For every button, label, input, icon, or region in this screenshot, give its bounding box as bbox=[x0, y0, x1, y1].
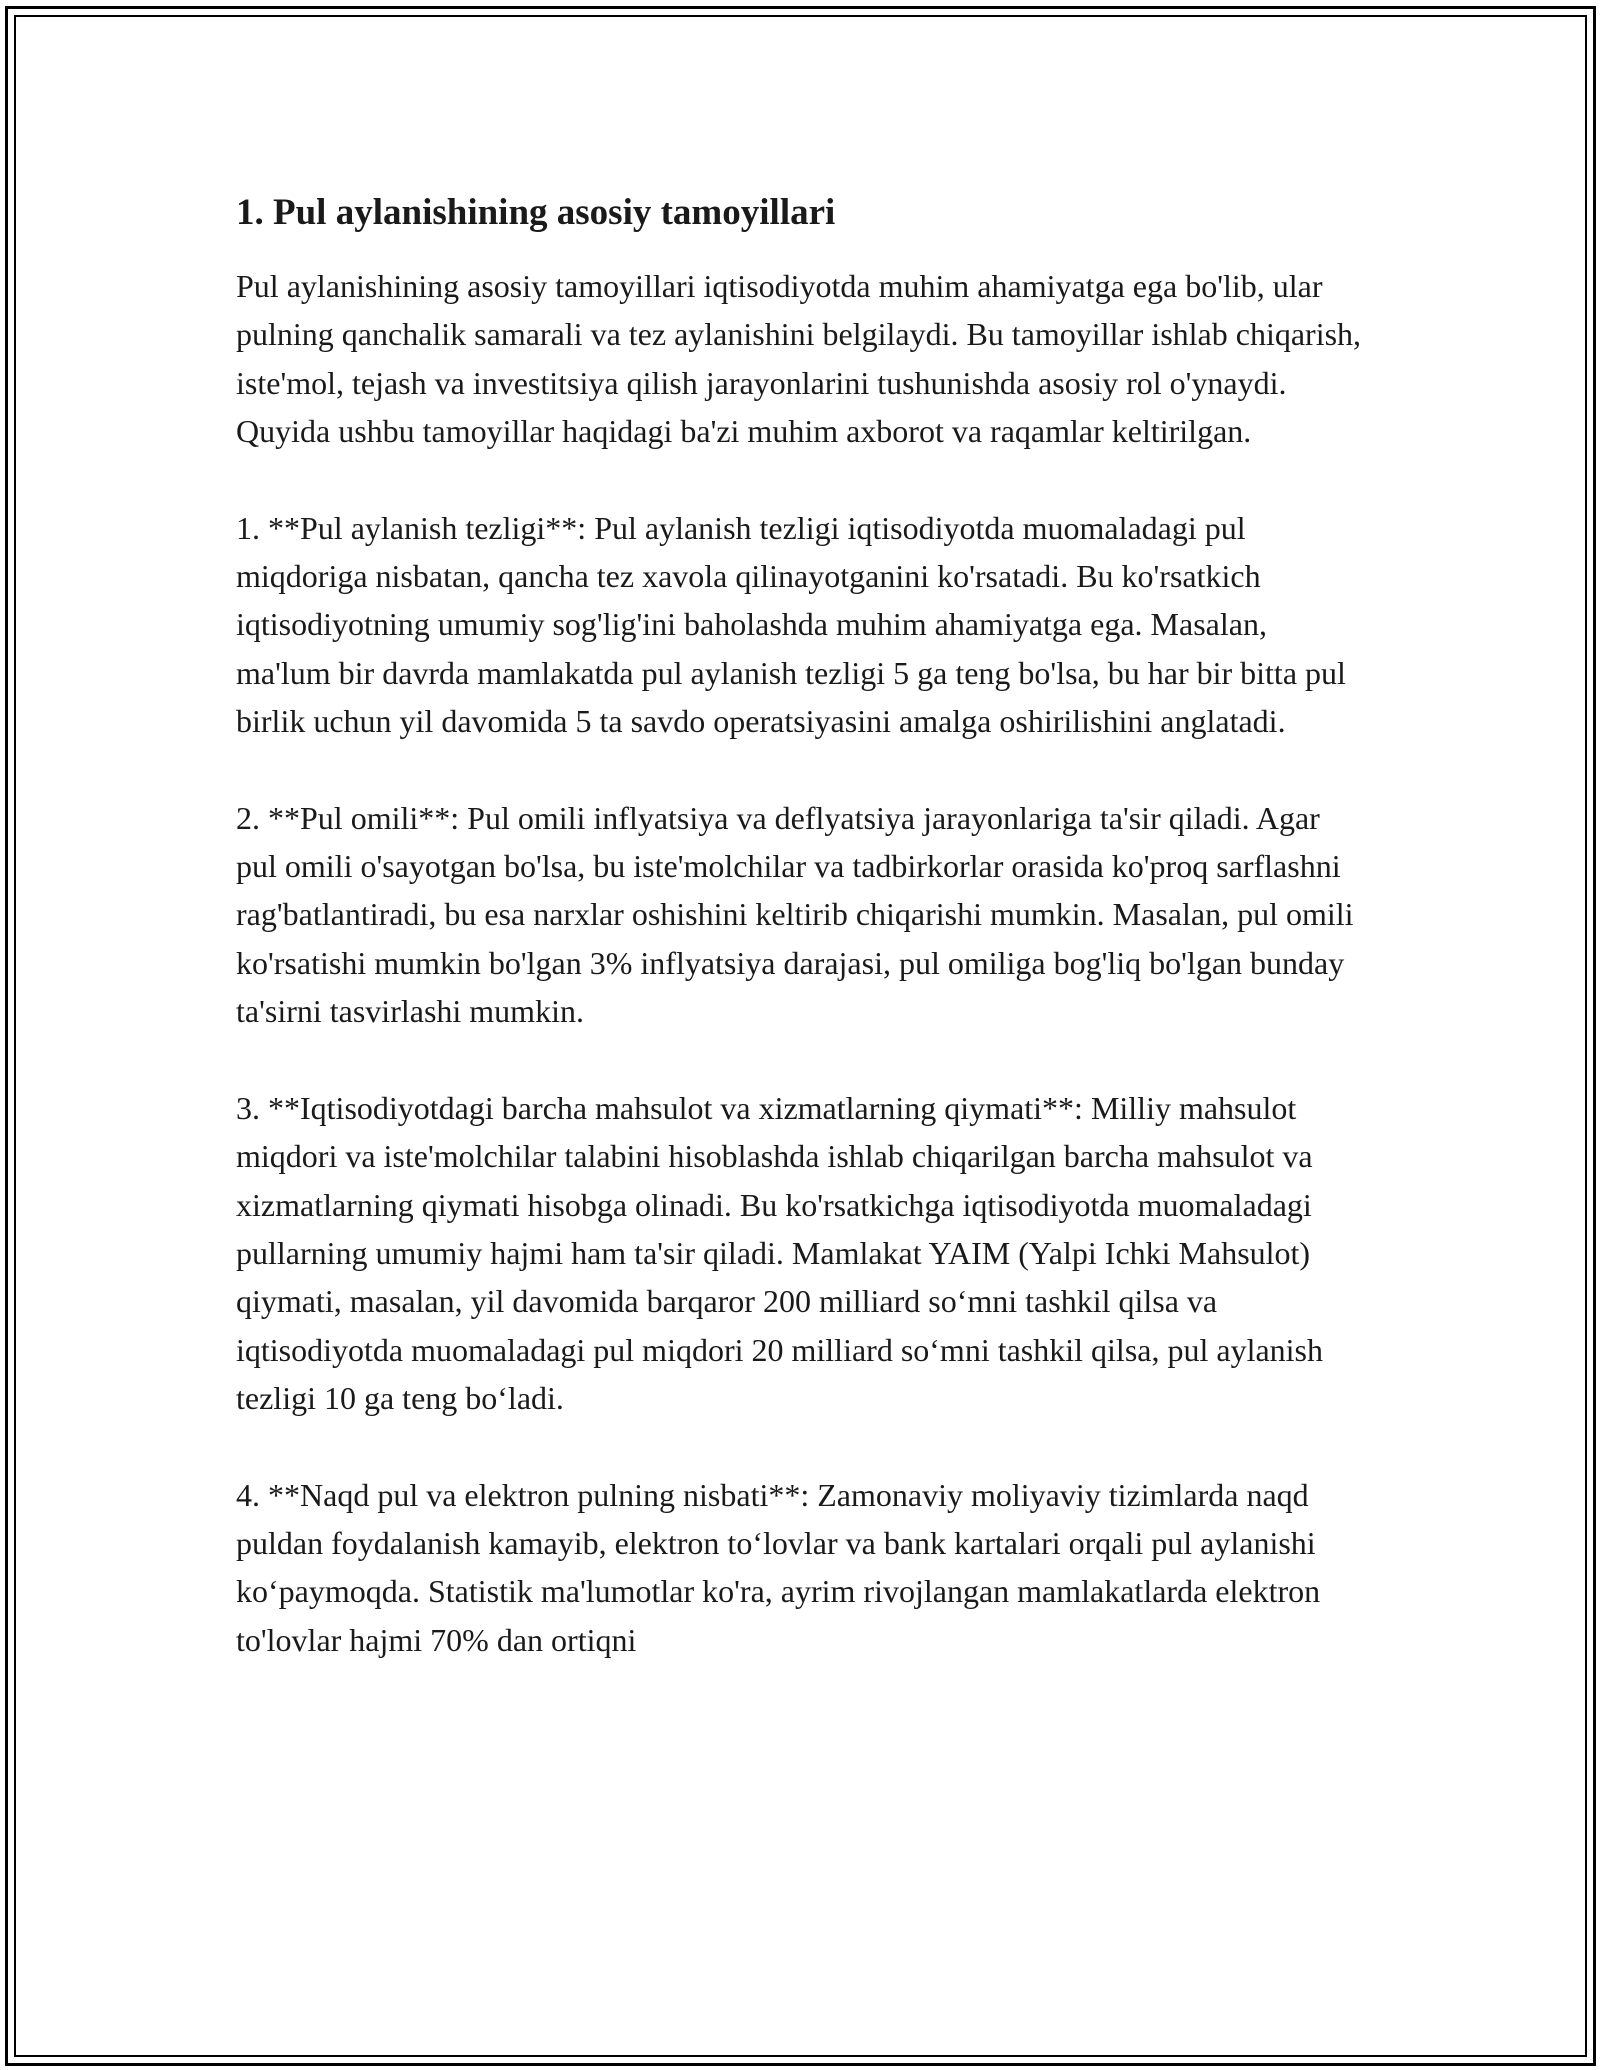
intro-paragraph: Pul aylanishining asosiy tamoyillari iqtisodiyotda muhim ahamiyatga ega bo'lib, ular pulning qanchalik samarali va tez aylanishini belgilaydi. Bu tamoyillar ishlab chiqarish, iste'mol, tejash va investitsiya qilish jarayonlarini tushunishda asosiy rol o'ynaydi. Quyida ushbu tamoyillar haqidagi ba'zi muhim axborot va raqamlar keltirilgan. bbox=[236, 268, 1362, 450]
section-heading: 1. Pul aylanishining asosiy tamoyillari bbox=[236, 192, 836, 233]
paragraph-item-1: 1. **Pul aylanish tezligi**: Pul aylanish tezligi iqtisodiyotda muomaladagi pul miqdoriga nisbatan, qancha tez xavola qilinayotganini ko'rsatadi. Bu ko'rsatkich iqtisodiyotning umumiy sog'lig'ini baholashda muhim ahamiyatga ega. Masalan, ma'lum bir davrda mamlakatda pul aylanish tezligi 5 ga teng bo'lsa, bu har bir bitta pul birlik uchun yil davomida 5 ta savdo operatsiyasini amalga oshirilishini anglatadi. bbox=[236, 509, 1346, 740]
paragraph-item-2: 2. **Pul omili**: Pul omili inflyatsiya va deflyatsiya jarayonlariga ta'sir qiladi. Agar pul omili o'sayotgan bo'lsa, bu iste'molchilar va tadbirkorlar orasida ko'proq sarflashni rag'batlantiradi, bu esa narxlar oshishini keltirib chiqarishi mumkin. Masalan, pul omili ko'rsatishi mumkin bo'lgan 3% inflyatsiya darajasi, pul omiliga bog'liq bo'lgan bunday ta'sirni tasvirlashi mumkin. bbox=[236, 799, 1354, 1030]
document-body bbox=[236, 186, 1366, 1712]
paragraph-item-3: 3. **Iqtisodiyotdagi barcha mahsulot va xizmatlarning qiymati**: Milliy mahsulot miqdori va iste'molchilar talabini hisoblashda ishlab chiqarilgan barcha mahsulot va xizmatlarning qiymati hisobga olinadi. Bu ko'rsatkichga iqtisodiyotda muomaladagi pullarning umumiy hajmi ham ta'sir qiladi. Mamlakat YAIM (Yalpi Ichki Mahsulot) qiymati, masalan, yil davomida barqaror 200 milliard so‘mni tashkil qilsa va iqtisodiyotda muomaladagi pul miqdori 20 milliard so‘mni tashkil qilsa, pul aylanish tezligi 10 ga teng bo‘ladi. bbox=[236, 1089, 1323, 1417]
paragraph-item-4: 4. **Naqd pul va elektron pulning nisbati**: Zamonaviy moliyaviy tizimlarda naqd puldan foydalanish kamayib, elektron to‘lovlar va bank kartalari orqali pul aylanishi ko‘paymoqda. Statistik ma'lumotlar ko'ra, ayrim rivojlangan mamlakatlarda elektron to'lovlar hajmi 70% dan ortiqni bbox=[236, 1476, 1321, 1658]
